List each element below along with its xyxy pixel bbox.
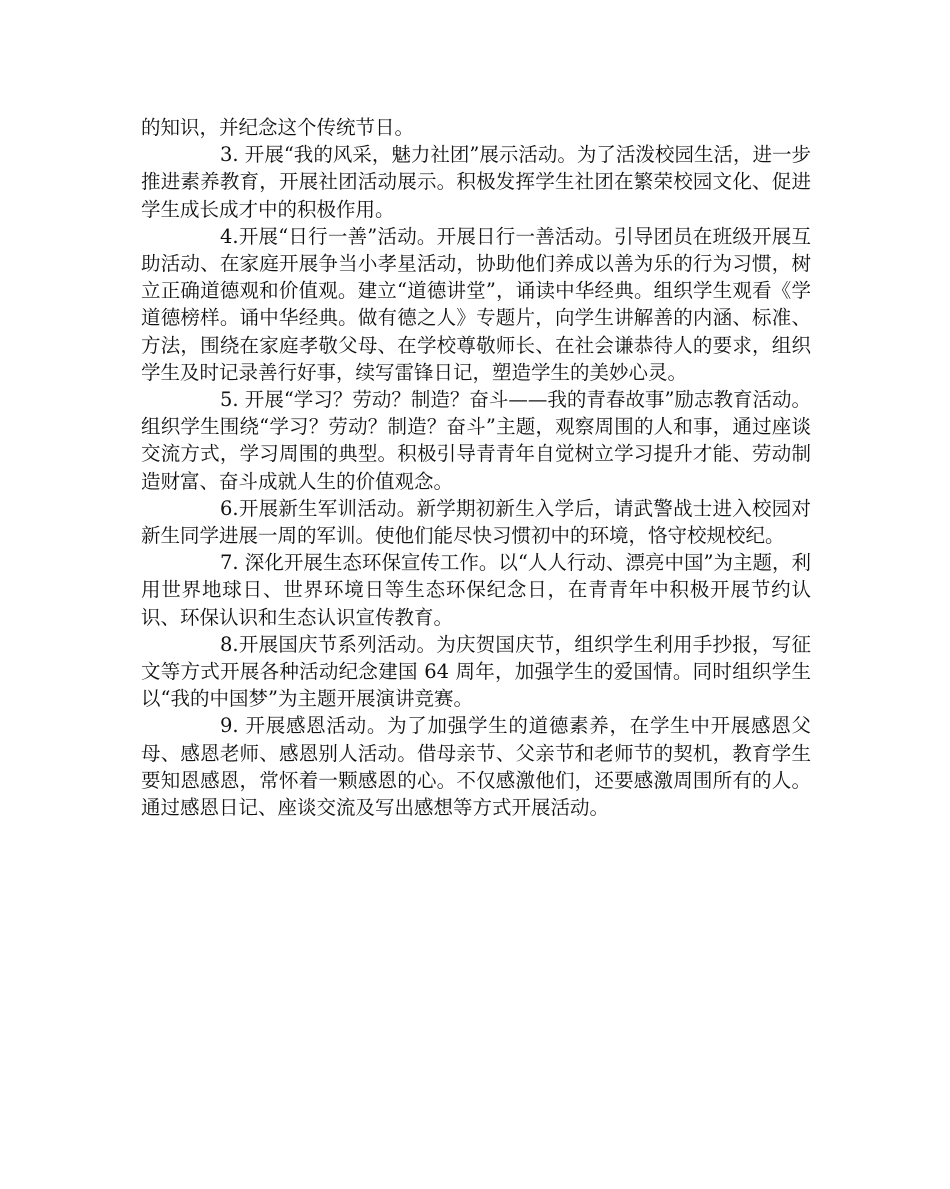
paragraph-item-8: 8.开展国庆节系列活动。为庆贺国庆节，组织学生利用手抄报，写征文等方式开展各种活动纪念建国 64 周年，加强学生的爱国情。同时组织学生以“我的中国梦”为主题开展演讲竞赛。	[141, 632, 811, 711]
paragraph-continuation: 的知识，并纪念这个传统节日。	[141, 116, 415, 139]
paragraph-item-4: 4.开展“日行一善”活动。开展日行一善活动。引导团员在班级开展互助活动、在家庭开展争当小孝星活动，协助他们养成以善为乐的行为习惯，树立正确道德观和价值观。建立“道德讲堂”，诵读中华经典。组织学生观看《学道德榜样。诵中华经典。做有德之人》专题片，向学生讲解善的内涵、标准、方法，围绕在家庭孝敬父母、在学校尊敬师长、在社会谦恭待人的要求，组织学生及时记录善行好事，续写雷锋日记，塑造学生的美妙心灵。	[141, 224, 811, 384]
document-body	[141, 114, 811, 821]
paragraph-item-7: 7. 深化开展生态环保宣传工作。以“人人行动、漂亮中国”为主题，利用世界地球日、世界环境日等生态环保纪念日，在青青年中积极开展节约认识、环保认识和生态认识宣传教育。	[141, 551, 811, 629]
paragraph-item-5: 5. 开展“学习？劳动？制造？奋斗——我的青春故事”励志教育活动。组织学生围绕“学习？劳动？制造？奋斗”主题，观察周围的人和事，通过座谈交流方式，学习周围的典型。积极引导青青年自觉树立学习提升才能、劳动制造财富、奋斗成就人生的价值观念。	[141, 388, 811, 493]
paragraph-item-3: 3. 开展“我的风采，魅力社团”展示活动。为了活泼校园生活，进一步推进素养教育，开展社团活动展示。积极发挥学生社团在繁荣校园文化、促进学生成长成才中的积极作用。	[141, 143, 811, 221]
paragraph-item-9: 9. 开展感恩活动。为了加强学生的道德素养，在学生中开展感恩父母、感恩老师、感恩别人活动。借母亲节、父亲节和老师节的契机，教育学生要知恩感恩，常怀着一颗感恩的心。不仅感激他们，还要感激周围所有的人。通过感恩日记、座谈交流及写出感想等方式开展活动。	[141, 714, 811, 820]
paragraph-item-6: 6.开展新生军训活动。新学期初新生入学后，请武警战士进入校园对新生同学进展一周的军训。使他们能尽快习惯初中的环境，恪守校规校纪。	[141, 496, 811, 548]
